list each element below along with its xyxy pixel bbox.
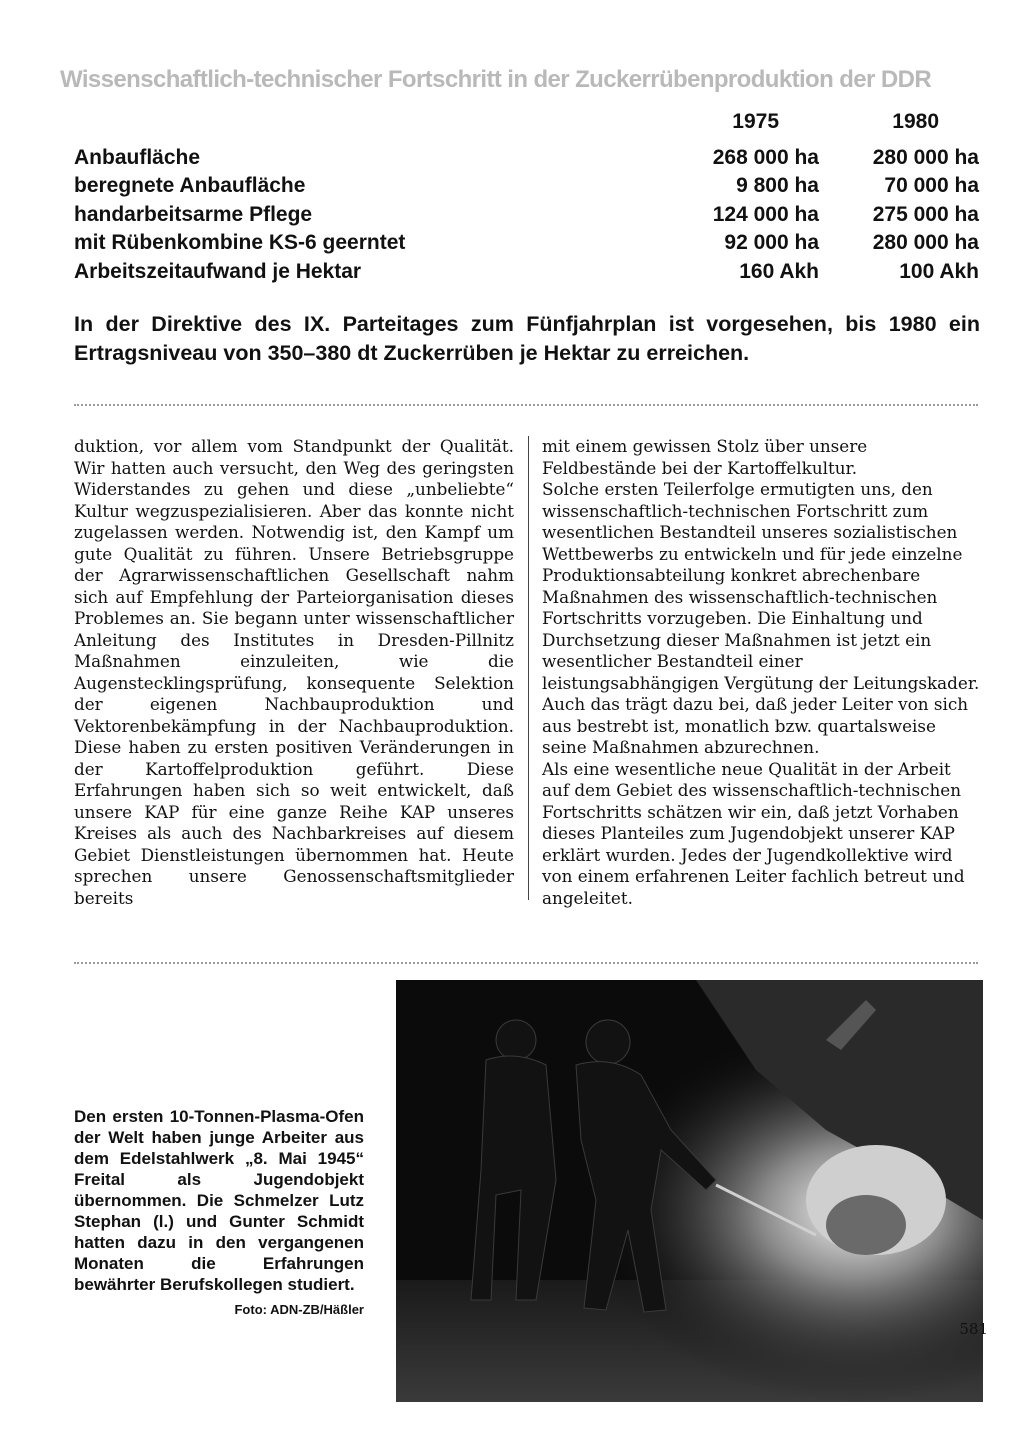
photo-caption — [74, 1106, 364, 1320]
page-number: 581 — [959, 1320, 988, 1338]
value-1980: 280 000 ha — [872, 231, 979, 255]
row-label: Anbaufläche — [74, 146, 201, 169]
value-1980: 275 000 ha — [872, 202, 979, 226]
page-title: Wissenschaftlich-technischer Fortschritt in der Zuckerrübenproduktion der DDR — [60, 66, 932, 93]
photo-plasma-furnace — [396, 980, 983, 1402]
statistics-row — [74, 146, 984, 174]
section-divider-bottom — [74, 962, 978, 964]
row-label: Arbeitszeitaufwand je Hektar — [74, 259, 362, 283]
section-divider-top — [74, 404, 978, 406]
paragraph: Als eine wesentliche neue Qualität in der Arbeit auf dem Gebiet des wissenschaftlich-technischen Fortschritts schätzen wir ein, daß jetzt Vorhaben dieses Planteiles zum Jugendobjekt unserer KAP erklärt wurden. Jedes der Jugendkollektive wird von einem erfahrenen Leiter fachlich betreut und angeleitet. — [542, 758, 965, 908]
article-column-right — [542, 436, 982, 909]
value-1975: 9 800 ha — [736, 174, 819, 198]
photo-illustration — [396, 980, 983, 1402]
year-1975-heading: 1975 — [732, 110, 779, 133]
value-1980: 280 000 ha — [872, 146, 979, 169]
column-divider — [528, 436, 529, 900]
value-1975: 92 000 ha — [724, 231, 819, 255]
paragraph: Solche ersten Teilerfolge ermutigten uns, den wissenschaftlich-technischen Fortschritt zum wesentlichen Bestandteil unseres sozialistischen Wettbewerbs zu entwickeln und für jede einzelne Produktionsabteilung konkret abrechenbare Maßnahmen des wissenschaftlich-technischen Fortschritts vorzugeben. Die Einhaltung und Durchsetzung dieser Maßnahmen ist jetzt ein wesentlicher Bestandteil einer leistungsabhängigen Vergütung der Leitungskader. Auch das trägt dazu bei, daß jeder Leiter von sich aus bestrebt ist, monatlich bzw. quartalsweise seine Maßnahmen abzurechnen. — [542, 479, 980, 757]
value-1980: 70 000 ha — [884, 174, 979, 198]
statistics-row — [74, 203, 984, 231]
row-label: beregnete Anbaufläche — [74, 174, 306, 198]
directive-statement: In der Direktive des IX. Parteitages zum Fünfjahrplan ist vorgesehen, bis 1980 ein Ertragsniveau von 350–380 dt Zuckerrüben je Hektar zu erreichen. — [74, 312, 980, 365]
statistics-header-row — [74, 110, 984, 146]
value-1975: 268 000 ha — [712, 146, 819, 169]
photo-credit: Foto: ADN-ZB/Häßler — [234, 1302, 364, 1317]
statistics-table — [74, 110, 984, 288]
year-1980-heading: 1980 — [892, 110, 939, 133]
row-label: handarbeitsarme Pflege — [74, 202, 313, 226]
value-1975: 124 000 ha — [712, 202, 819, 226]
article-column-left: duktion, vor allem vom Standpunkt der Qualität. Wir hatten auch versucht, den Weg des geringsten Widerstandes zu gehen und diese „unbeliebte“ Kultur wegzuspezialisieren. Aber das konnte nicht zugelassen werden. Notwendig ist, den Kampf um gute Qualität zu führen. Unsere Betriebsgruppe der Agrarwissenschaftlichen Gesellschaft nahm sich auf Empfehlung der Parteiorganisation dieses Problemes an. Sie begann unter wissenschaftlicher Anleitung des Institutes in Dresden-Pillnitz Maßnahmen einzuleiten, wie die Augenstecklingsprüfung, konsequente Selektion der eigenen Nachbauproduktion und Vektorenbekämpfung in der Nachbauproduktion. Diese haben zu ersten positiven Veränderungen in der Kartoffelproduktion geführt. Diese Erfahrungen haben sich so weit entwickelt, daß unsere KAP für eine ganze Reihe KAP unseres Kreises als auch des Nachbarkreises auf diesem Gebiet Dienstleistungen übernommen hat. Heute sprechen unsere Genossenschaftsmitglieder bereits — [74, 436, 514, 908]
row-label: mit Rübenkombine KS-6 geerntet — [74, 231, 406, 255]
statistics-row — [74, 231, 984, 259]
value-1975: 160 Akh — [739, 259, 819, 283]
statistics-row — [74, 260, 984, 288]
paragraph: mit einem gewissen Stolz über unsere Feldbestände bei der Kartoffelkultur. — [542, 436, 868, 478]
statistics-row — [74, 174, 984, 202]
caption-text: Den ersten 10-Tonnen-Plasma-Ofen der Welt haben junge Arbeiter aus dem Edelstahlwerk „8. Mai 1945“ Freital als Jugendobjekt übernommen. Die Schmelzer Lutz Stephan (l.) und Gunter Schmidt hatten dazu in den vergangenen Monaten die Erfahrungen bewährter Berufskollegen studiert. — [74, 1107, 364, 1294]
value-1980: 100 Akh — [899, 259, 979, 283]
